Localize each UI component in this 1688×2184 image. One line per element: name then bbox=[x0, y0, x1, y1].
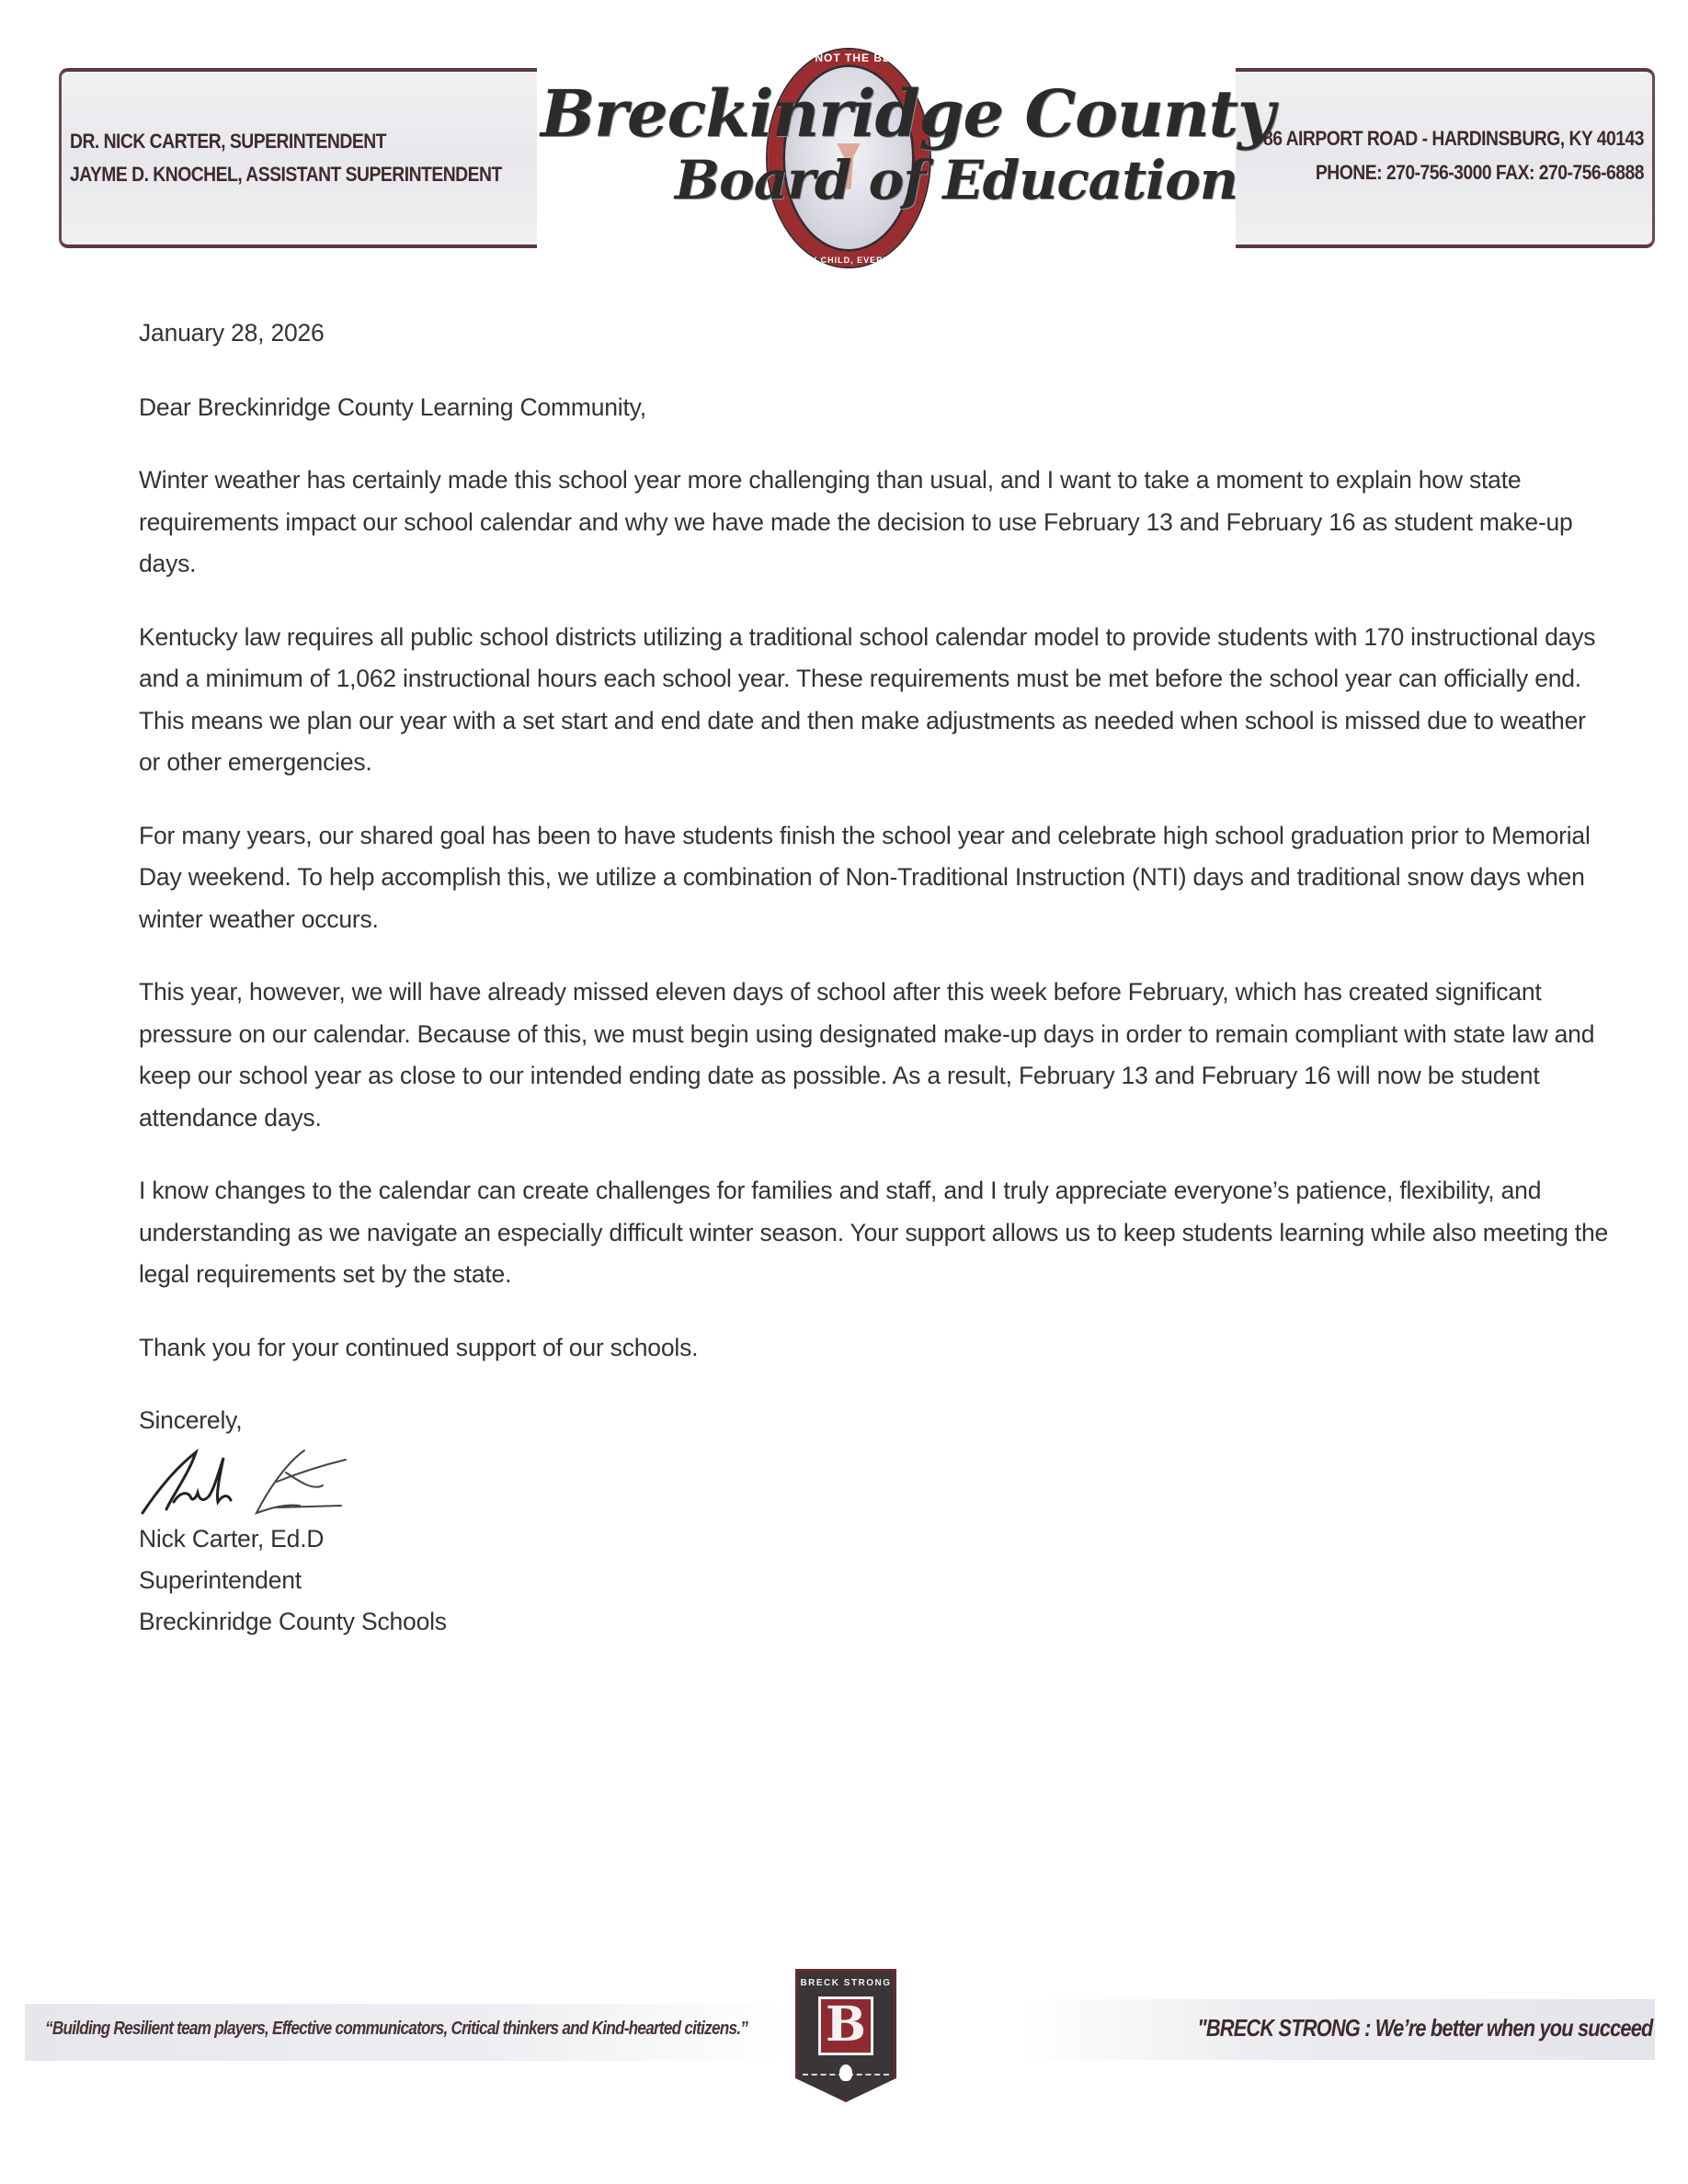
breck-strong-badge-icon bbox=[795, 1969, 896, 2102]
contact-block bbox=[1223, 121, 1644, 189]
salutation: Dear Breckinridge County Learning Community, bbox=[139, 392, 646, 421]
signer-name: Nick Carter, Ed.D bbox=[139, 1525, 325, 1553]
logo-wordmark-board: Board of Education bbox=[675, 149, 1237, 211]
assistant-superintendent-line: JAYME D. KNOCHEL, ASSISTANT SUPERINTENDENT bbox=[70, 163, 502, 186]
paragraph-goal: For many years, our shared goal has been to have students finish the school year and celebrate high school graduation prior to Memorial Day weekend. To help accomplish this, we utilize a combination of Non-Traditional Instruction (NTI) days and traditional snow days when winter weather occurs. bbox=[139, 821, 1591, 933]
paragraph-appreciation: I know changes to the calendar can create challenges for families and staff, and I truly appreciate everyone’s patience, flexibility, and understanding as we navigate an especially difficult winter season. Your support allows us to keep students learning while also meeting the legal requirements set by the state. bbox=[139, 1177, 1609, 1288]
paragraph-thanks: Thank you for your continued support of our schools. bbox=[139, 1333, 699, 1361]
letterhead bbox=[59, 51, 1655, 265]
seal-motto: WHY NOT THE BEST? bbox=[782, 51, 915, 64]
paragraph-make-up-days: This year, however, we will have already missed eleven days of school after this week before February, which has created significant pressure on our calendar. Because of this, we must begin using designated make-up days in order to remain compliant with state law and keep our school year as close to our intended ending date as possible. As a result, February 13 and February 16 will now be student attendance days. bbox=[139, 978, 1595, 1132]
administrators-block bbox=[70, 125, 502, 191]
badge-title: BRECK STRONG bbox=[800, 1978, 892, 1988]
signer-title: Superintendent bbox=[139, 1566, 302, 1594]
letter-date: January 28, 2026 bbox=[139, 319, 325, 347]
breck-strong-slogan: "BRECK STRONG : We’re better when you succeed bbox=[1197, 2014, 1653, 2042]
badge-letter: B bbox=[818, 1996, 873, 2055]
paragraph-intro: Winter weather has certainly made this school year more challenging than usual, and I want to take a moment to explain how state requirements impact our school calendar and why we have made the decision to use February 13 and February 16 as student make-up days. bbox=[139, 466, 1573, 577]
footer-slogan-band bbox=[1021, 1999, 1655, 2060]
valediction: Sincerely, bbox=[139, 1406, 243, 1434]
superintendent-line: DR. NICK CARTER, SUPERINTENDENT bbox=[70, 130, 386, 153]
seal-tagline: EVERY CHILD, EVERY DAY bbox=[785, 256, 912, 265]
closing-block bbox=[139, 1400, 1610, 1643]
letter-body bbox=[139, 313, 1610, 1643]
address-line: 86 AIRPORT ROAD - HARDINSBURG, KY 40143 bbox=[1262, 127, 1644, 150]
footer-motto-band bbox=[25, 2004, 788, 2061]
signer-organization: Breckinridge County Schools bbox=[139, 1608, 447, 1635]
paragraph-state-law: Kentucky law requires all public school districts utilizing a traditional school calendar model to provide students with 170 instructional days and a minimum of 1,062 instructional hours each school year. These requirements must be met before the school year can officially end. This means we plan our year with a set start and end date and then make adjustments as needed when school is missed due to weather or other emergencies. bbox=[139, 622, 1596, 776]
district-motto: “Building Resilient team players, Effective communicators, Critical thinkers and Kind-hearted citizens.” bbox=[45, 2019, 748, 2039]
phone-fax-line: PHONE: 270-756-3000 FAX: 270-756-6888 bbox=[1315, 161, 1644, 184]
district-logo bbox=[537, 39, 1274, 278]
kentucky-state-icon bbox=[839, 2065, 852, 2081]
signature-icon bbox=[139, 1445, 359, 1519]
logo-wordmark-county: Breckinridge County bbox=[541, 75, 1274, 152]
